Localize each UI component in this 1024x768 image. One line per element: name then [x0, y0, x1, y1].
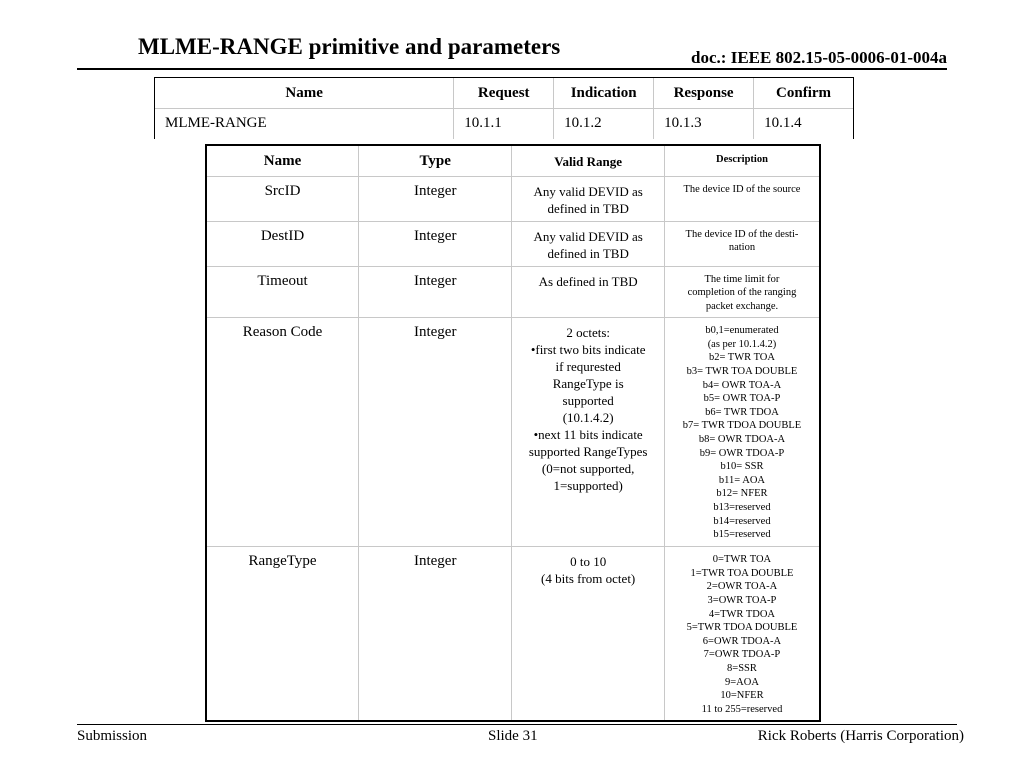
- parameter-description-cell-line: 1=TWR TOA DOUBLE: [690, 567, 794, 579]
- slide-title: MLME-RANGE primitive and parameters: [138, 34, 561, 59]
- parameter-description-cell: [664, 318, 820, 547]
- parameter-description-cell-line: 5=TWR TDOA DOUBLE: [686, 622, 798, 634]
- parameter-valid-range-cell-line: (10.1.4.2): [562, 410, 614, 426]
- parameter-description-cell-line: b15=reserved: [713, 529, 771, 541]
- parameter-description-cell-line: 6=OWR TDOA-A: [702, 635, 782, 647]
- parameter-name-cell: SrcID: [206, 176, 359, 221]
- parameter-description-cell: [664, 547, 820, 722]
- parameter-row: [206, 547, 820, 722]
- primitive-table-row: [155, 109, 854, 139]
- primitive-cell-confirm: 10.1.4: [754, 109, 854, 139]
- parameter-type-cell: Integer: [359, 176, 512, 221]
- parameter-description-cell-line: packet exchange.: [705, 300, 779, 312]
- footer-slide-number: Slide 31: [488, 728, 538, 744]
- parameter-valid-range-cell-line: (0=not supported,: [541, 461, 635, 477]
- primitive-cell-name: MLME-RANGE: [155, 109, 454, 139]
- parameter-description-cell-line: nation: [728, 242, 756, 254]
- parameter-valid-range-cell-line: supported RangeTypes: [528, 444, 648, 460]
- parameter-description-cell-line: 9=AOA: [725, 676, 759, 688]
- parameter-valid-range-cell-line: •next 11 bits indicate: [533, 427, 643, 443]
- primitive-cell-response: 10.1.3: [654, 109, 754, 139]
- parameter-description-cell-line: 0=TWR TOA: [712, 554, 772, 566]
- parameter-description-cell-line: b4= OWR TOA-A: [702, 379, 782, 391]
- parameter-description-cell-line: 8=SSR: [727, 663, 757, 675]
- primitive-table: [154, 77, 854, 139]
- parameter-row: [206, 221, 820, 266]
- parameter-description-cell-line: b0,1=enumerated: [705, 325, 779, 337]
- footer-author: Rick Roberts (Harris Corporation): [757, 728, 964, 744]
- footer-divider: [77, 724, 957, 725]
- parameter-description-cell-line: (as per 10.1.4.2): [707, 338, 777, 350]
- parameter-table: [205, 144, 821, 722]
- header-divider: [77, 68, 947, 70]
- primitive-table-header-row: [155, 78, 854, 109]
- parameter-description-cell-line: The device ID of the desti-: [685, 228, 799, 240]
- parameter-description-cell-line: b5= OWR TOA-P: [703, 393, 781, 405]
- parameter-valid-range-cell-line: supported: [562, 393, 614, 409]
- parameter-description-cell-line: b13=reserved: [713, 502, 771, 513]
- parameter-type-cell: Integer: [359, 547, 512, 722]
- parameter-valid-range-cell-line: 1=supported): [553, 478, 623, 494]
- parameter-description-cell-line: 2=OWR TOA-A: [706, 581, 778, 593]
- parameter-description-cell-line: b8= OWR TDOA-A: [698, 434, 786, 446]
- parameter-name-cell: DestID: [206, 221, 359, 266]
- parameter-description-cell-line: b7= TWR TDOA DOUBLE: [682, 420, 802, 432]
- parameter-valid-range-cell-line: Any valid DEVID as: [533, 228, 643, 244]
- primitive-header-indication: Indication: [554, 78, 654, 109]
- primitive-cell-indication: 10.1.2: [554, 109, 654, 139]
- parameter-header-valid-range: Valid Range: [512, 145, 665, 176]
- parameter-header-description: Description: [664, 145, 820, 176]
- primitive-header-request: Request: [454, 78, 554, 109]
- parameter-description-cell: [664, 266, 820, 318]
- primitive-header-response: Response: [654, 78, 754, 109]
- parameter-description-cell-line: The time limit for: [704, 273, 780, 285]
- parameter-name-cell: Reason Code: [206, 318, 359, 547]
- parameter-description-cell-line: The device ID of the source: [683, 183, 801, 195]
- primitive-header-confirm: Confirm: [754, 78, 854, 109]
- parameter-row: [206, 176, 820, 221]
- parameter-description-cell-line: b14=reserved: [713, 515, 771, 527]
- parameter-description-cell-line: b3= TWR TOA DOUBLE: [686, 366, 798, 378]
- parameter-name-cell: RangeType: [206, 547, 359, 722]
- parameter-valid-range-cell-line: defined in TBD: [547, 245, 629, 261]
- parameter-type-cell: Integer: [359, 318, 512, 547]
- parameter-description-cell-line: 3=OWR TOA-P: [707, 595, 777, 607]
- parameter-description-cell-line: 7=OWR TDOA-P: [703, 649, 781, 661]
- parameter-description-cell: [664, 176, 820, 221]
- parameter-valid-range-cell: [512, 318, 665, 547]
- parameter-valid-range-cell-line: defined in TBD: [547, 200, 629, 216]
- parameter-valid-range-cell: [512, 266, 665, 318]
- parameter-valid-range-cell: [512, 176, 665, 221]
- parameter-table-header-row: [206, 145, 820, 176]
- primitive-header-name: Name: [155, 78, 454, 109]
- footer-submission: Submission: [77, 728, 148, 744]
- parameter-description-cell: [664, 221, 820, 266]
- parameter-description-cell-line: 4=TWR TDOA: [708, 608, 776, 620]
- parameter-valid-range-cell-line: •first two bits indicate: [530, 342, 646, 358]
- parameter-valid-range-cell-line: 2 octets:: [566, 325, 610, 341]
- parameter-row: [206, 266, 820, 318]
- parameter-description-cell-line: b11= AOA: [718, 474, 765, 486]
- parameter-description-cell-line: b12= NFER: [716, 488, 768, 500]
- parameter-valid-range-cell-line: if requrested: [555, 359, 621, 375]
- parameter-valid-range-cell-line: RangeType is: [552, 376, 624, 392]
- primitive-cell-request: 10.1.1: [454, 109, 554, 139]
- parameter-valid-range-cell: [512, 221, 665, 266]
- parameter-header-name: Name: [206, 145, 359, 176]
- document-reference: doc.: IEEE 802.15-05-0006-01-004a: [691, 48, 947, 67]
- parameter-description-cell-line: b9= OWR TDOA-P: [699, 447, 785, 459]
- parameter-valid-range-cell-line: 0 to 10: [570, 554, 607, 570]
- parameter-description-cell-line: b6= TWR TDOA: [705, 406, 779, 418]
- parameter-description-cell-line: 11 to 255=reserved: [701, 703, 783, 715]
- parameter-row: [206, 318, 820, 547]
- parameter-description-cell-line: completion of the ranging: [687, 287, 797, 299]
- parameter-name-cell: Timeout: [206, 266, 359, 318]
- parameter-header-type: Type: [359, 145, 512, 176]
- parameter-valid-range-cell: [512, 547, 665, 722]
- parameter-valid-range-cell-line: Any valid DEVID as: [533, 183, 643, 199]
- parameter-description-cell-line: b10= SSR: [720, 461, 764, 473]
- parameter-type-cell: Integer: [359, 266, 512, 318]
- parameter-type-cell: Integer: [359, 221, 512, 266]
- parameter-description-cell-line: 10=NFER: [720, 690, 764, 702]
- parameter-valid-range-cell-line: (4 bits from octet): [541, 571, 636, 587]
- parameter-description-cell-line: b2= TWR TOA: [708, 352, 775, 364]
- parameter-valid-range-cell-line: As defined in TBD: [538, 273, 638, 289]
